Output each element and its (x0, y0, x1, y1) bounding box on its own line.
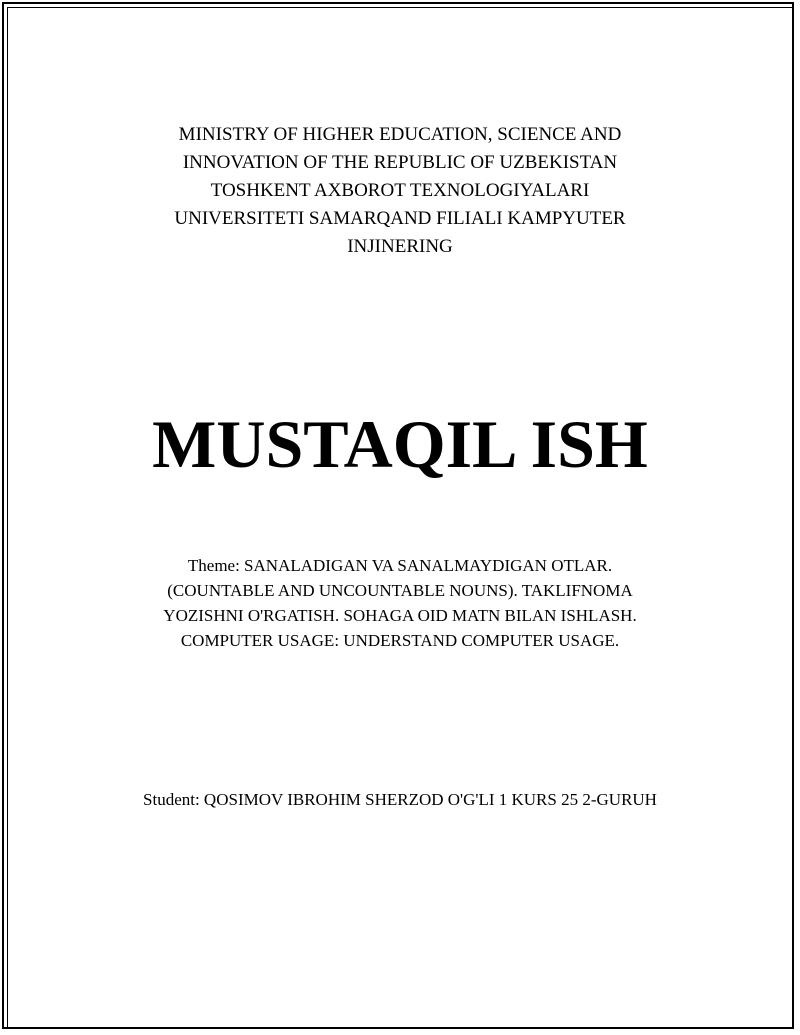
header-line: TOSHKENT AXBOROT TEXNOLOGIYALARI (210, 180, 590, 201)
institution-header (0, 121, 800, 261)
header-line: INNOVATION OF THE REPUBLIC OF UZBEKISTAN (182, 152, 618, 173)
header-line: INJINERING (347, 236, 453, 257)
header-line: UNIVERSITETI SAMARQAND FILIALI KAMPYUTER (174, 208, 626, 229)
student-info: Student: QOSIMOV IBROHIM SHERZOD O'G'LI 1 KURS 25 2-GURUH (143, 790, 657, 809)
theme-line: (COUNTABLE AND UNCOUNTABLE NOUNS). TAKLIFNOMA (167, 581, 633, 600)
theme-line: COMPUTER USAGE: UNDERSTAND COMPUTER USAGE. (180, 631, 620, 650)
theme-block (0, 553, 800, 653)
theme-line: Theme: SANALADIGAN VA SANALMAYDIGAN OTLAR. (187, 556, 613, 575)
header-line: MINISTRY OF HIGHER EDUCATION, SCIENCE AND (178, 124, 622, 145)
theme-line: YOZISHNI O'RGATISH. SOHAGA OID MATN BILAN ISHLASH. (163, 606, 637, 625)
document-title: MUSTAQIL ISH (152, 406, 648, 482)
